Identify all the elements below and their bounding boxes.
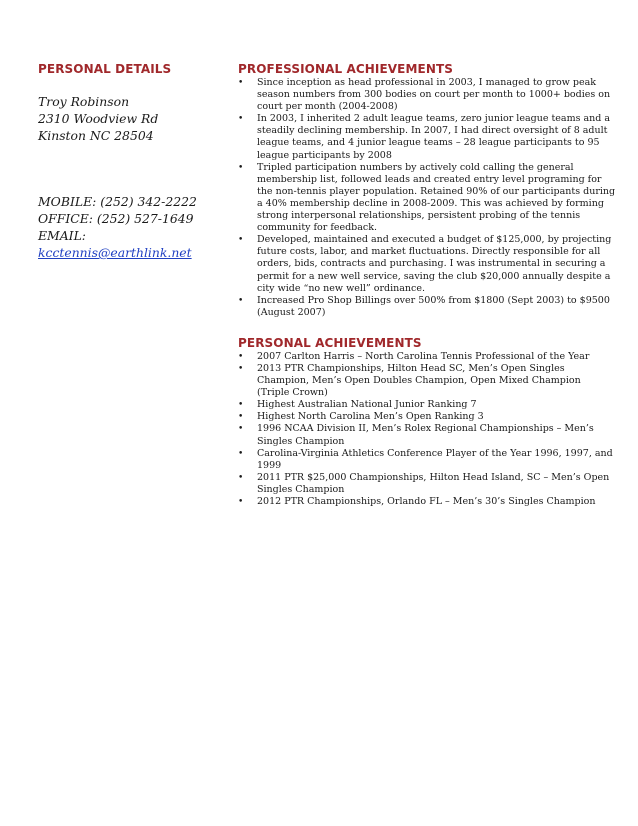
personal-achievements-list [238,351,616,508]
office-phone: OFFICE: (252) 527-1649 [38,211,194,226]
bullet-icon: • [238,363,244,374]
list-item-text: 1996 NCAA Division II, Men’s Rolex Regional Championships – Men’s Singles Champion [257,423,594,447]
email-label: EMAIL: [38,228,86,243]
list-item [238,448,616,472]
list-item-text: Increased Pro Shop Billings over 500% from $1800 (Sept 2003) to $9500 (August 2007) [257,294,610,318]
contact-block [38,193,228,261]
list-item-text: Developed, maintained and executed a budget of $125,000, by projecting future costs, labor, and market fluctuations. Directly responsible for all orders, bids, contracts and purchasing. I was instrumental in securing a permit for a new well service, saving the club $20,000 annually despite a city wide “no new well” ordinance. [257,234,612,294]
list-item [238,295,616,319]
list-item [238,423,616,447]
mobile-phone: MOBILE: (252) 342-2222 [38,194,197,209]
list-item-text: In 2003, I inherited 2 adult league teams, zero junior league teams and a steadily declining membership. In 2007, I had direct oversight of 8 adult league teams, and 4 junior league teams – 28 league participants to 95 league participants by 2008 [257,113,611,161]
list-item [238,411,616,423]
bullet-icon: • [238,497,244,507]
personal-details-column [38,61,228,261]
bullet-icon: • [238,78,244,88]
bullet-icon: • [238,114,244,125]
list-item [238,363,616,399]
list-item-text: Highest North Carolina Men’s Open Ranking 3 [257,411,484,423]
list-item [238,399,616,411]
street-address: 2310 Woodview Rd [38,111,159,126]
person-name: Troy Robinson [38,94,130,109]
list-item-text: 2007 Carlton Harris – North Carolina Tennis Professional of the Year [257,350,590,362]
email-link[interactable]: kcctennis@earthlink.net [38,245,192,260]
address-block [38,93,228,144]
list-item [238,113,616,161]
bullet-icon: • [238,400,244,411]
list-item [238,496,616,508]
bullet-icon: • [238,295,244,306]
professional-achievements-heading: PROFESSIONAL ACHIEVEMENTS [238,62,453,76]
bullet-icon: • [238,412,244,423]
personal-details-heading: PERSONAL DETAILS [38,62,172,76]
bullet-icon: • [238,448,244,459]
list-item-text: Highest Australian National Junior Ranking 7 [257,399,477,411]
bullet-icon: • [238,162,244,173]
list-item [238,351,616,363]
list-item-text: 2013 PTR Championships, Hilton Head SC, Men’s Open Singles Champion, Men’s Open Doubles Champion, Open Mixed Champion (Triple Crown) [257,362,581,399]
list-item-text: Since inception as head professional in 2003, I managed to grow peak season numbers from 300 bodies on court per month to 1000+ bodies on court per month (2004-2008) [257,77,611,113]
list-item-text: Tripled participation numbers by actively cold calling the general membership list, followed leads and created entry level programing for the non-tennis player population. Retained 90% of our participants during a 40% membership decline in 2008-2009. This was achieved by forming strong interpersonal relationships, persistent probing of the tennis community for feedback. [257,161,616,234]
bullet-icon: • [238,472,244,483]
city-state-zip: Kinston NC 28504 [38,128,154,143]
list-item [238,234,616,294]
list-item [238,162,616,235]
personal-achievements-heading: PERSONAL ACHIEVEMENTS [238,335,422,350]
achievements-column [238,61,616,508]
email-line [38,227,228,261]
professional-achievements-list [238,77,616,319]
list-item [238,472,616,496]
list-item-text: 2012 PTR Championships, Orlando FL – Men’s 30’s Singles Champion [257,496,596,507]
bullet-icon: • [238,424,244,435]
list-item-text: Carolina-Virginia Athletics Conference Player of the Year 1996, 1997, and 1999 [257,447,613,471]
list-item [238,77,616,113]
list-item-text: 2011 PTR $25,000 Championships, Hilton Head Island, SC – Men’s Open Singles Champion [257,471,610,495]
bullet-icon: • [238,351,244,362]
bullet-icon: • [238,235,244,246]
